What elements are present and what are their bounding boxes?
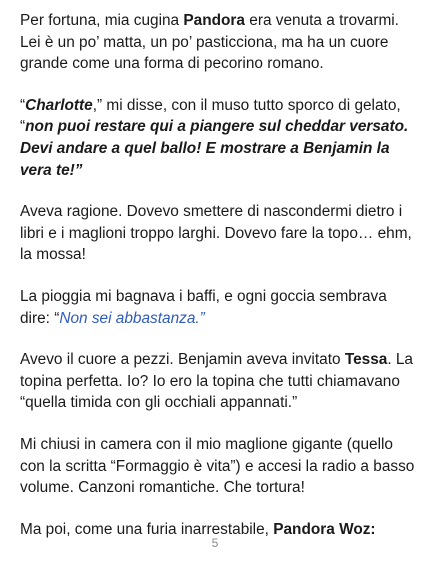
page-number: 5: [211, 536, 219, 550]
p5-text-c: . La topina perfetta. Io? Io ero la topina che tutti chiamavano “quella timida con gli occhiali appannati.”: [20, 351, 413, 412]
p3-text: Aveva ragione. Dovevo smettere di nascondermi dietro i libri e i maglioni troppo larghi. Dovevo fare la topo… ehm, la mossa!: [20, 203, 412, 264]
p6-text: Mi chiusi in camera con il mio maglione gigante (quello con la scritta “Formaggio è vita”) e accesi la radio a basso volume. Canzoni romantiche. Che tortura!: [20, 435, 415, 497]
paragraph-5: [20, 349, 420, 414]
name-pandora-woz: Pandora Woz:: [273, 520, 376, 538]
p2-text-c: ,” mi disse, con il muso tutto sporco di gelato, “: [20, 96, 401, 136]
p1-text-a: Per fortuna, mia cugina: [20, 12, 184, 29]
p5-text-a: Avevo il cuore a pezzi. Benjamin aveva invitato: [20, 351, 345, 369]
paragraph-3: [20, 201, 420, 266]
p2-open-quote: “: [20, 96, 26, 114]
p4-quote-emphasis: Non sei abbastanza.: [59, 309, 200, 327]
p4-close-quote: ”: [199, 309, 205, 327]
p2-dialogue-emphasis: non puoi restare qui a piangere sul cheddar versato. Devi andare a quel ballo! E mostrare a Benjamin la vera te!”: [20, 118, 409, 179]
paragraph-6: [20, 434, 420, 499]
paragraph-2: [20, 95, 420, 181]
paragraph-4: [20, 286, 420, 329]
p4-text-a: La pioggia mi bagnava i baffi, e ogni goccia sembrava dire: “: [20, 287, 387, 327]
p1-text-c: era venuta a trovarmi. Lei è un po’ matta, un po’ pasticciona, ma ha un cuore grande come una forma di pecorino romano.: [20, 12, 399, 73]
name-pandora: Pandora: [183, 12, 245, 29]
name-charlotte: Charlotte: [25, 96, 93, 114]
name-tessa: Tessa: [344, 351, 388, 369]
p7-text-a: Ma poi, come una furia inarrestabile,: [20, 520, 274, 538]
paragraph-1: [20, 10, 420, 75]
page-body: [20, 10, 420, 560]
